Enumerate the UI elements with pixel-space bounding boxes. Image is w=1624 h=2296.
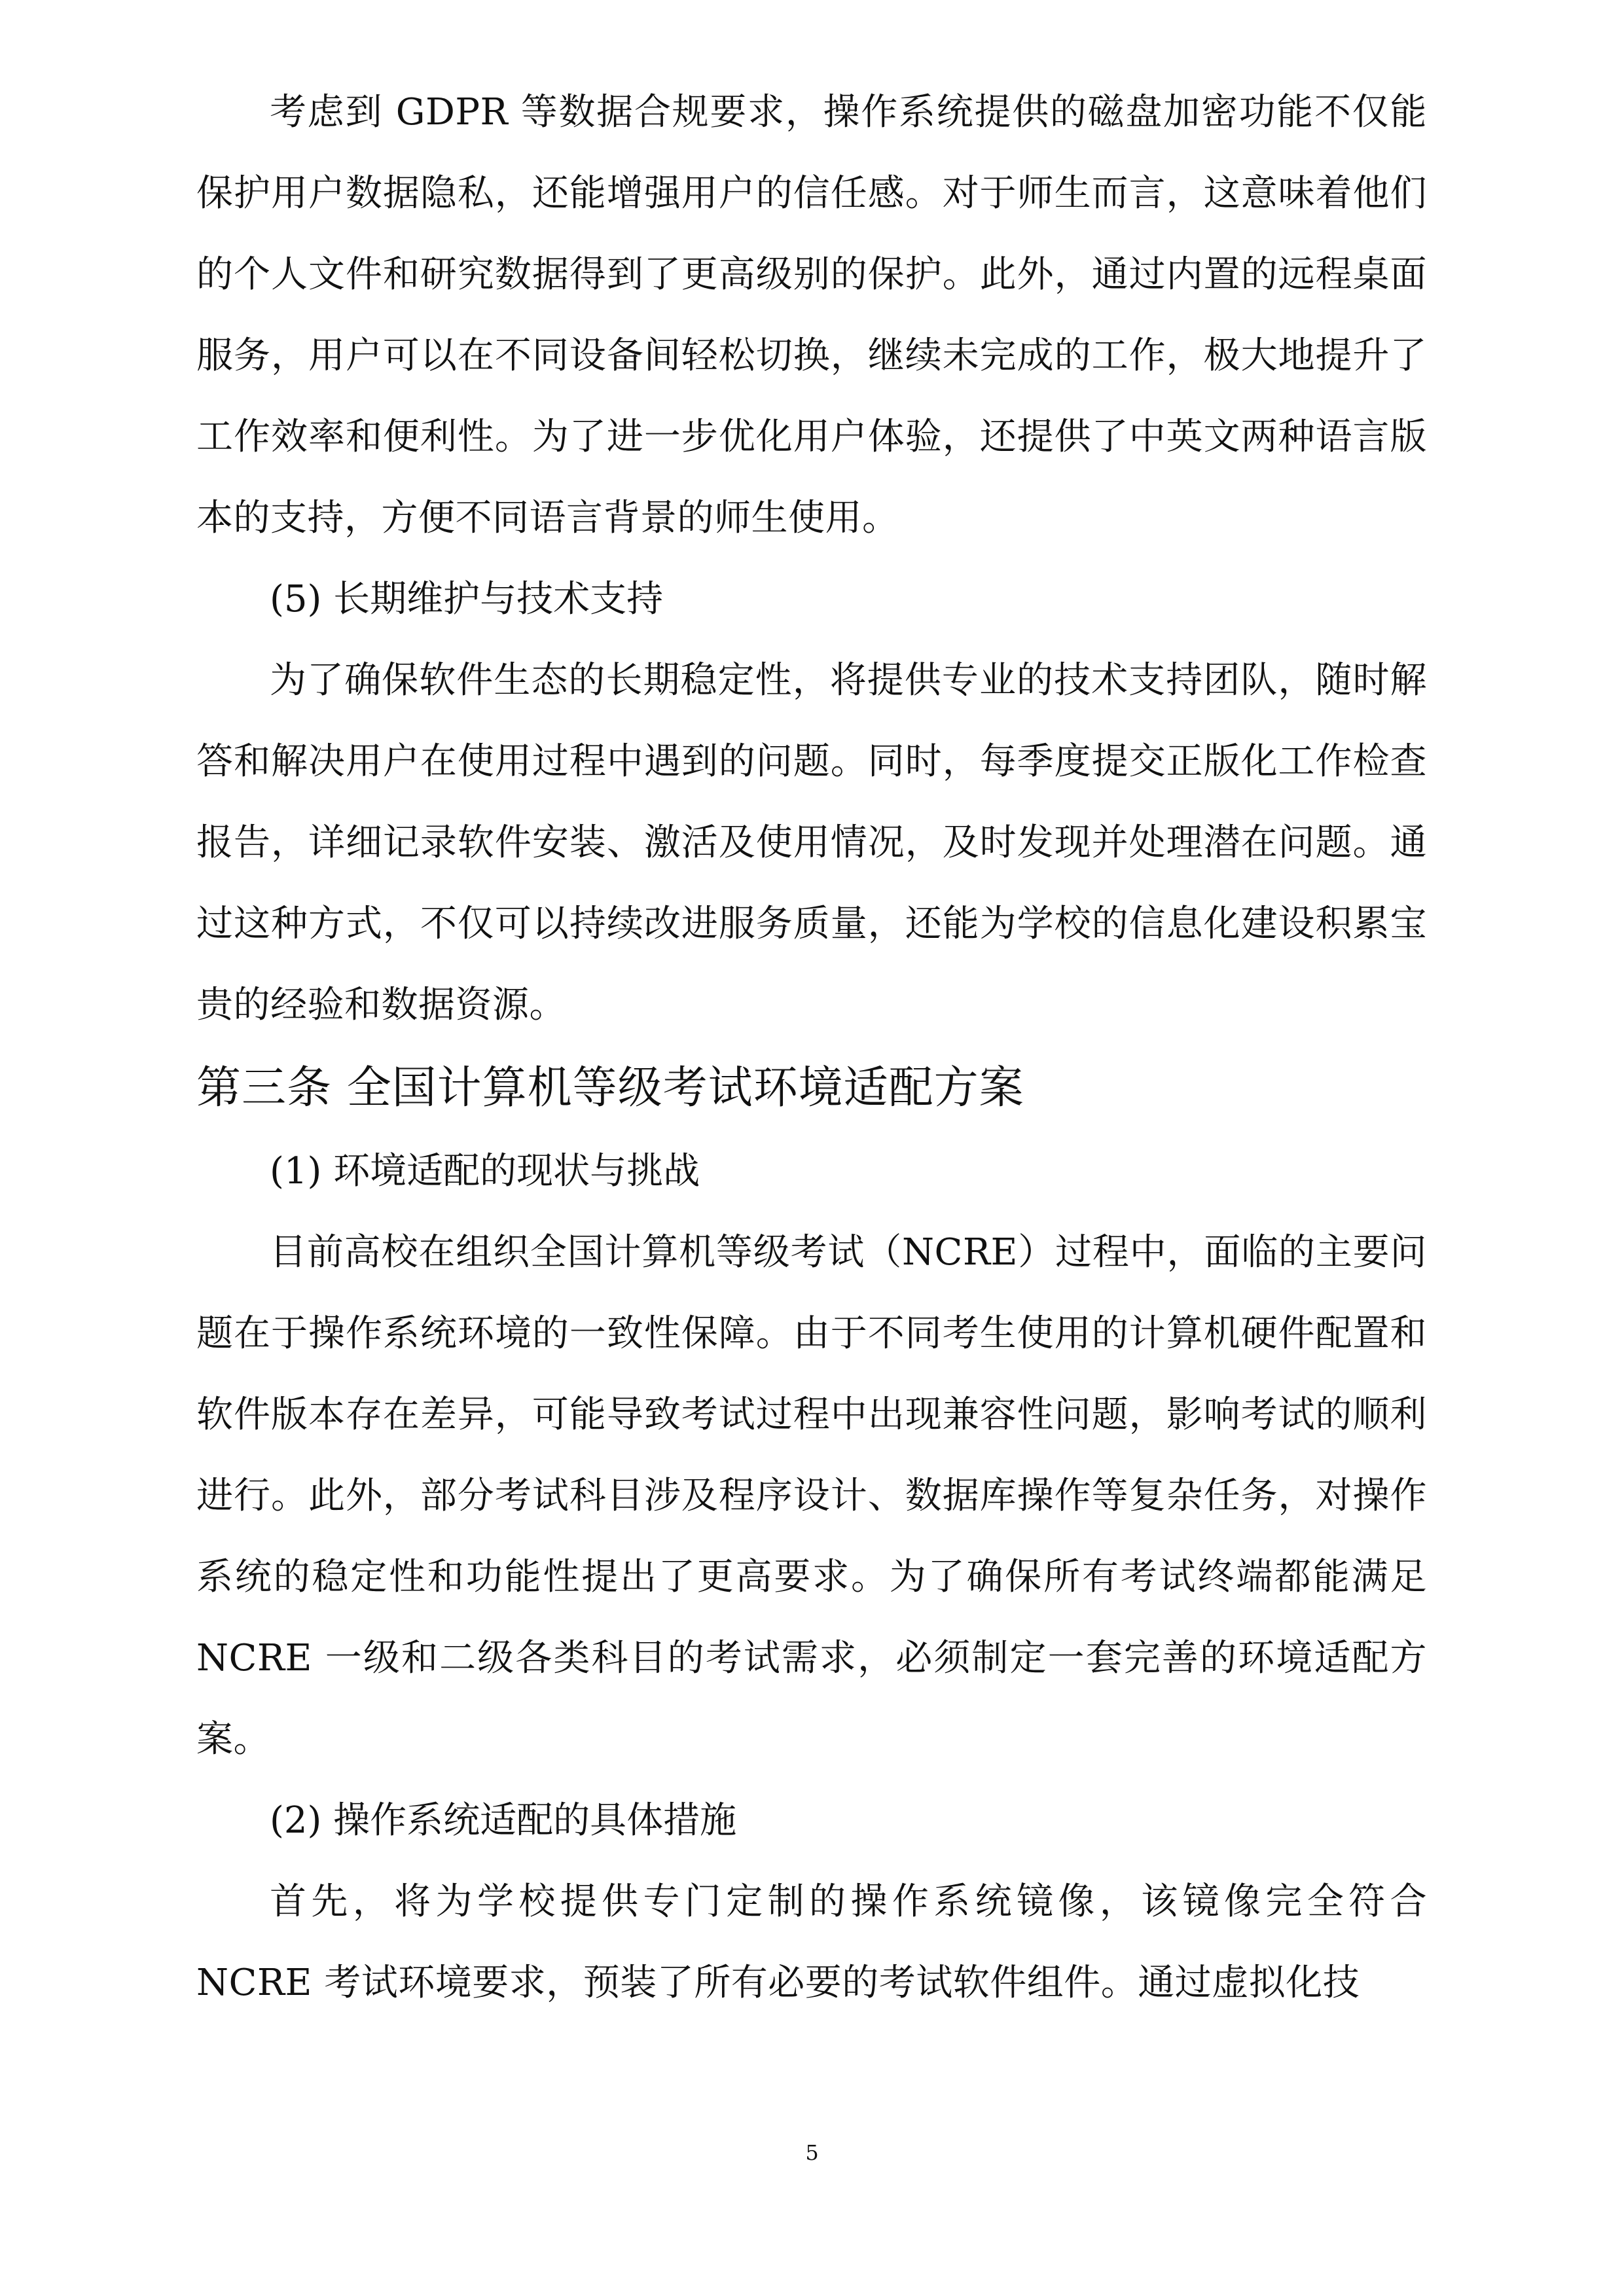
section-heading-article-3: 第三条 全国计算机等级考试环境适配方案 <box>196 1062 1024 1114</box>
page-number: 5 <box>805 2140 819 2165</box>
subheading-long-term-maintenance: (5) 长期维护与技术支持 <box>270 578 664 620</box>
paragraph-data-compliance: 考虑到 GDPR 等数据合规要求，操作系统提供的磁盘加密功能不仅能保护用户数据隐私，还能增强用户的信任感。对于师生而言，这意味着他们的个人文件和研究数据得到了更高级别的保护。此外，通过内置的远程桌面服务，用户可以在不同设备间轻松切换，继续未完成的工作，极大地提升了工作效率和便利性。为了进一步优化用户体验，还提供了中英文两种语言版本的支持，方便不同语言背景的师生使用。 <box>196 91 1427 539</box>
paragraph-technical-support: 为了确保软件生态的长期稳定性，将提供专业的技术支持团队，随时解答和解决用户在使用过程中遇到的问题。同时，每季度提交正版化工作检查报告，详细记录软件安装、激活及使用情况，及时发现并处理潜在问题。通过这种方式，不仅可以持续改进服务质量，还能为学校的信息化建设积累宝贵的经验和数据资源。 <box>196 659 1427 1026</box>
document-page <box>196 72 1427 2024</box>
paragraph-ncre-challenges: 目前高校在组织全国计算机等级考试（NCRE）过程中，面临的主要问题在于操作系统环境的一致性保障。由于不同考生使用的计算机硬件配置和软件版本存在差异，可能导致考试过程中出现兼容性问题，影响考试的顺利进行。此外，部分考试科目涉及程序设计、数据库操作等复杂任务，对操作系统的稳定性和功能性提出了更高要求。为了确保所有考试终端都能满足 NCRE 一级和二级各类科目的考试需求，必须制定一套完善的环境适配方案。 <box>196 1231 1427 1761</box>
subheading-adaptation-status: (1) 环境适配的现状与挑战 <box>270 1150 700 1193</box>
subheading-os-adaptation-measures: (2) 操作系统适配的具体措施 <box>270 1799 737 1842</box>
paragraph-custom-os-image: 首先，将为学校提供专门定制的操作系统镜像，该镜像完全符合 NCRE 考试环境要求，预装了所有必要的考试软件组件。通过虚拟化技 <box>196 1880 1427 2004</box>
